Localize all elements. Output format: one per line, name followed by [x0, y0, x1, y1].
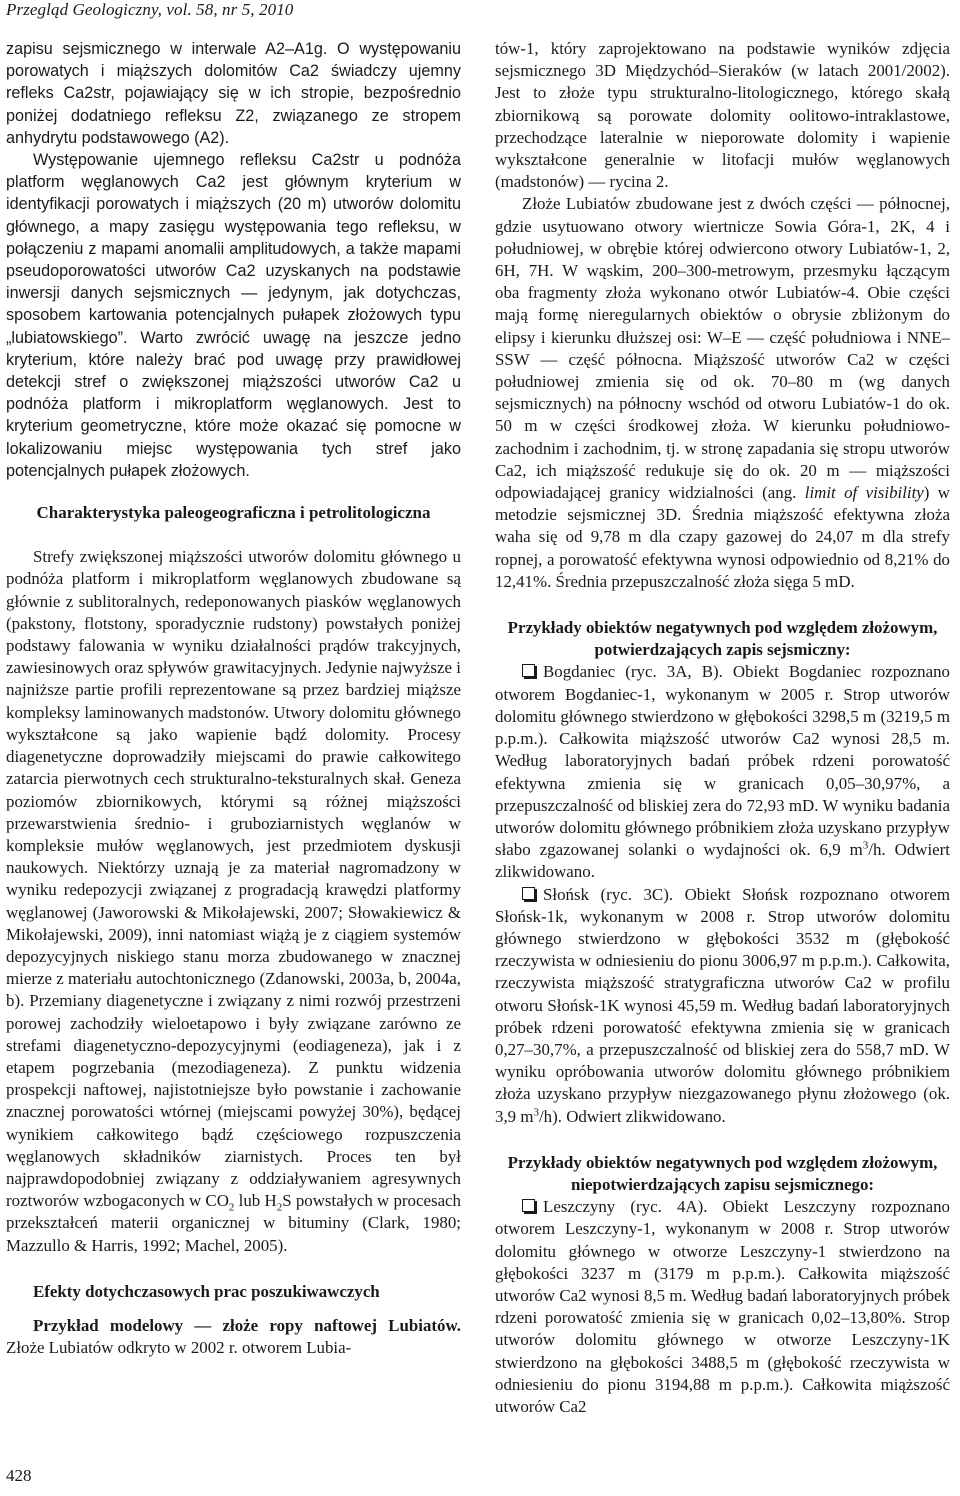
paragraph-text: lub H	[234, 1191, 277, 1211]
list-item	[495, 884, 950, 1128]
paragraph-text: Strefy zwiększonej miąższości utworów dolomitu głównego u podnóża platform i mikroplatform węglanowych zbudowane są głównie z sublitoralnych, redeponowanych piasków węglanowych (pakstony, flotstony, sporadycznie rudstony) powstałych poniżej podstawy falowania w wyniku działalności prądów trakcyjnych, zawiesinowych oraz spływów grawitacyjnych. Jedynie najwyższe i najniższe partie profili reprezentowane są przez bardziej miąższe kompleksy laminowanych madstonów. Utwory dolomitu głównego wykształcone są jako wapienie bądź dolomity. Procesy diagenetyczne doprowadziły miejscami do prawie całkowitego zatarcia pierwotnych cech strukturalno-teksturalnych skał. Geneza poziomów zbiornikowych, którymi są różnej miąższości przewarstwienia średnio- i gruboziarnistych węglanów w kompleksie mułów węglanowych, jest przedmiotem dyskusji naukowych. Niektórzy uznają je za materiał nagromadzony w wyniku redepozycji związanej z progradacją krawędzi platformy węglanowej (Jaworowski & Mikołajewski, 2007; Słowakiewicz & Mikołajewski, 2009), inni natomiast wiążą je z ciągiem systemów depozycyjnych niskiego stanu morza zbudowanego w znacznej mierze z materiału autochtonicznego (Zdanowski, 2003a, b, 2004a, b). Przemiany diagenetyczne i związany z nimi rozwój przestrzeni porowej zachodziły wieloetapowo i były związane zarówno ze strefami diagenetyczno-depozycyjnymi (eodiageneza), jak i z etapem pogrzebania (mezodiageneza). Z punktu widzenia prospekcji naftowej, najistotniejsze było powstanie i zachowanie znacznej porowatości wtórnej (miejscami powyżej 30%), będącej wynikiem całkowitego bądź częściowego rozpuszczenia węglanowych składników ziarnistych. Proces ten był najprawdopodobniej związany z oddziaływaniem agresywnych roztworów wzbogaconych w CO	[6, 547, 461, 1211]
subsection-heading: Przykłady obiektów negatywnych pod względem złożowym, niepotwierdzających zapisu sejsmicznego:	[507, 1152, 938, 1194]
paragraph: tów-1, który zaprojektowano na podstawie wyników zdjęcia sejsmicznego 3D Międzychód–Sieraków (w latach 2001/2002). Jest to złoże typu strukturalno-litologicznego, którego skałą zbiornikową są porowate dolomity oolitowo-intraklastowe, przechodzące lateralnie w nieporowate dolomity i wapienie wykształcone generalnie w litofacji mułów węglanowych (madstonów) — rycina 2.	[495, 39, 950, 192]
subsection-heading: Przykłady obiektów negatywnych pod względem złożowym, potwierdzających zapis sejsmiczny:	[507, 618, 938, 660]
paragraph	[495, 193, 950, 593]
left-column	[6, 38, 461, 1359]
subscript: 2	[276, 1201, 283, 1214]
superscript: 3	[533, 1105, 539, 1118]
list-item	[495, 661, 950, 883]
checkbox-bullet-icon	[522, 887, 535, 900]
paragraph-text: Złoże Lubiatów odkryto w 2002 r. otworem Lubia-	[6, 1338, 352, 1358]
page-number: 428	[6, 1466, 32, 1485]
paragraph-text: Słońsk (ryc. 3C). Obiekt Słońsk rozpoznano otworem Słońsk-1k, wykonanym w 2008 r. Strop utworów dolomitu głównego stwierdzono w głębokości 3532 m (głębokość rzeczywista w odniesieniu do pionu 3006,97 m p.p.m.). Całkowita, rzeczywista miąższość stratygraficzna utworów Ca2 w profilu otworu Słońsk-1K wynosi 45,59 m. Według badań laboratoryjnych próbek rdzeni porowatość efektywna zmienia się w granicach 0,27–30,7%, a przepuszczalność od bliskiej zera do 558,7 mD. W wyniku opróbowania utworów dolomitu głównego próbnikiem złoża uzyskano przypływ niezgazowanego płynu złożowego (ok. 3,9 m	[495, 884, 950, 1126]
subsection-heading: Efekty dotychczasowych prac poszukiwawczych	[33, 1281, 380, 1301]
superscript: 3	[862, 839, 869, 852]
checkbox-bullet-icon	[522, 664, 535, 677]
running-head: Przegląd Geologiczny, vol. 58, nr 5, 2010	[6, 0, 294, 19]
example-heading: Przykład modelowy — złoże ropy naftowej Lubiatów.	[33, 1315, 461, 1335]
paragraph	[6, 546, 461, 1257]
paragraph-text: S powstałych w procesach przekształceń materii organicznej w bituminy (Clark, 1980; Mazzullo & Harris, 1992; Machel, 2005).	[6, 1191, 462, 1255]
right-column	[495, 38, 950, 1418]
checkbox-bullet-icon	[522, 1199, 535, 1212]
paragraph-text: /h). Odwiert zlikwidowano.	[538, 1106, 726, 1126]
paragraph-text: ) w metodzie sejsmicznej 3D. Średnia miąższość efektywna złoża waha się od 9,78 m dla czapy gazowej do 24,07 m dla strefy ropnej, a porowatość efektywna wynosi odpowiednio od 8,21% do 12,41%. Średnia przepuszczalność złoża sięga 5 mD.	[495, 483, 950, 591]
paragraph: zapisu sejsmicznego w interwale A2–A1g. O występowaniu porowatych i miąższych dolomitów Ca2 świadczy ujemny refleks Ca2str, pojawiający się w ich stropie, bezpośrednio poniżej dodatniego refleksu Z2, związanego ze stropem anhydrytu podstawowego (A2).	[6, 40, 461, 147]
italic-term: limit of visibility	[804, 483, 924, 503]
list-item	[495, 1196, 950, 1418]
paragraph-text: Bogdaniec (ryc. 3A, B). Obiekt Bogdaniec rozpoznano otworem Bogdaniec-1, wykonanym w 2005 r. Strop utworów dolomitu głównego stwierdzono w głębokości 3298,5 m (3219,5 m p.p.m.). Całkowita miąższość utworów Ca2 wynosi 28,5 m. Według laboratoryjnych badań próbek rdzeni porowatość efektywna zmienia się w granicach 0,05–30,97%, a przepuszczalność od bliskiej zera do 72,93 mD. W wyniku badania utworów dolomitu głównego próbnikiem złoża uzyskano przypływ słabo zgazowanej solanki o wydajności ok. 6,9 m	[495, 662, 950, 860]
paragraph: Występowanie ujemnego refleksu Ca2str u podnóża platform węglanowych Ca2 jest głównym kryterium w identyfikacji porowatych i miąższych (20 m) utworów dolomitu głównego, a mapy zasięgu występowania tego refleksu, w połączeniu z mapami anomalii amplitudowych, a także mapami pseudoporowatości utworów Ca2 uzyskanych na podstawie inwersji danych sejsmicznych — jedynym, jak dotychczas, sposobem kartowania potencjalnych pułapek złożowych typu „lubiatowskiego”. Warto zwrócić uwagę na jeszcze jedno kryterium, które należy brać pod uwagę przy prawidłowej detekcji stref o zwiększonej miąższości utworów Ca2 u podnóża platform i mikroplatform węglanowych. Jest to kryterium geometryczne, które może okazać się pomocne w lokalizowaniu miejsc występowania tych stref jako potencjalnych pułapek złożowych.	[6, 151, 461, 480]
section-heading: Charakterystyka paleogeograficzna i petrolitologiczna	[36, 503, 431, 523]
paragraph-text: Leszczyny (ryc. 4A). Obiekt Leszczyny rozpoznano otworem Leszczyny-1, wykonanym w 2008 r. Strop utworów dolomitu głównego w otworze Leszczyny-1 stwierdzono na głębokości 3237 m (3179 m p.p.m.). Całkowita miąższość utworów Ca2 wynosi 8,5 m. Według badań laboratoryjnych próbek rdzeni porowatość zmienia się w granicach 0,02–13,80%. Strop utworów dolomitu głównego w otworze Leszczyny-1K stwierdzono na głębokości 3488,5 m (głębokość rzeczywista w odniesieniu do pionu 3194,88 m p.p.m.). Całkowita miąższość utworów Ca2	[495, 1197, 950, 1416]
subscript: 2	[228, 1201, 235, 1214]
paragraph-text: /h. Odwiert zlikwidowano.	[495, 840, 950, 882]
paragraph	[6, 1315, 461, 1359]
paragraph-text: Złoże Lubiatów zbudowane jest z dwóch części — północnej, gdzie usytuowano otwory wiertnicze Sowia Góra-1, 2K, 4 i południowej, w obrębie której odwiercono otwory Lubiatów-1, 2, 6H, 7H. W wąskim, 200–300-metrowym, przesmyku łączącym oba fragmenty złoża wykonano otwór Lubiatów-4. Obie części mają formę nieregularnych obiektów o obrysie zbliżonym do elipsy i kierunku dłuższej osi: W–E — część południowa i NNE–SSW — część północna. Miąższość utworów Ca2 w części południowej zmienia się od ok. 70–80 m (wg danych sejsmicznych) na północny wschód od otworu Lubiatów-1 do ok. 50 m w części środkowej złoża. W kierunku południowo-zachodnim i zachodnim, tj. w stronę zapadania się stropu utworów Ca2, ich miąższość redukuje się do ok. 20 m — miąższości odpowiadającej granicy widzialności (ang.	[495, 194, 950, 503]
